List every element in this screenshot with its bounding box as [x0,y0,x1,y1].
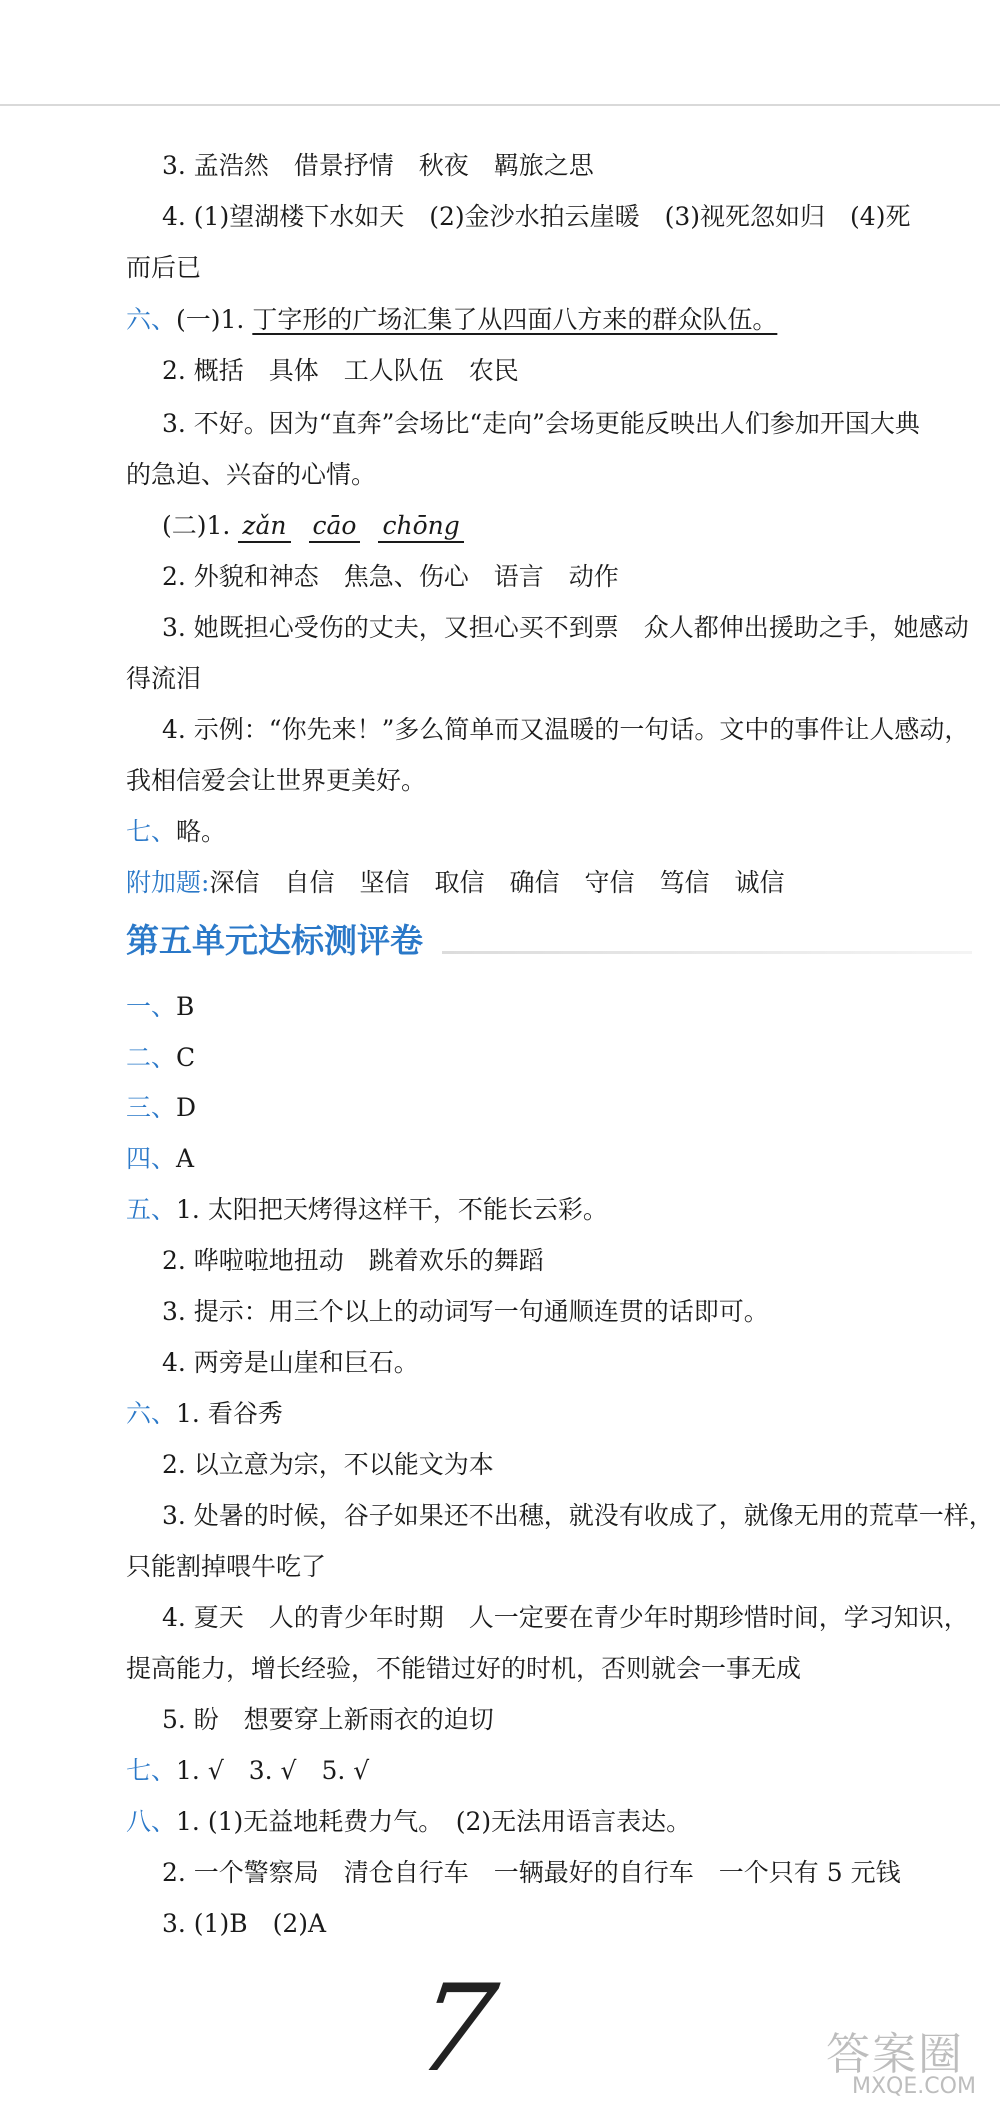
question-marker: 四、 [126,1144,177,1173]
page-number: 7 [408,1960,505,2099]
pinyin-answer: zǎn [238,512,290,543]
question-3 [126,1094,196,1123]
answer-text: 1. (1)无益地耗费力气。 (2)无法用语言表达。 [176,1807,692,1836]
question-1 [126,993,194,1022]
unit-title: 第五单元达标测评卷 [126,921,423,960]
question-2 [126,1044,195,1073]
question-marker: 五、 [126,1195,177,1224]
question-marker: 七、 [126,817,177,846]
answer-line: 提高能力，增长经验，不能错过好的时机，否则就会一事无成 [126,1654,802,1683]
answer-text: 1. 太阳把天烤得这样干，不能长云彩。 [176,1195,608,1224]
answer-line: 3. 不好。因为“直奔”会场比“走向”会场更能反映出人们参加开国大典 [162,409,920,438]
answer-line: 2. 外貌和神态 焦急、伤心 语言 动作 [162,562,619,591]
answer-line: 得流泪 [126,664,202,693]
answer-line: 只能割掉喂牛吃了 [126,1552,327,1581]
answer-line: 4. (1)望湖楼下水如天 (2)金沙水拍云崖暖 (3)视死忽如归 (4)死 [162,202,911,231]
question-marker: 二、 [126,1043,177,1072]
answer-text: 1. √ 3. √ 5. √ [176,1756,370,1785]
bonus-question [126,869,784,898]
question-marker: 八、 [126,1807,177,1836]
answer-line: 5. 盼 想要穿上新雨衣的迫切 [162,1705,494,1734]
answer-line: 3. 提示：用三个以上的动词写一句通顺连贯的话即可。 [162,1297,769,1326]
title-divider [442,951,972,954]
answer-text: 1. 看谷秀 [176,1399,283,1428]
answer-text: 略。 [176,817,227,846]
answer-text: B [176,992,195,1021]
sub-label: (二)1. [162,511,239,540]
answer-line: 我相信爱会让世界更美好。 [126,766,427,795]
underlined-answer: 丁字形的广场汇集了从四面八方来的群众队伍。 [252,305,778,334]
answer-line: 3. (1)B (2)A [162,1909,327,1938]
question-marker: 六、 [126,1399,177,1428]
answer-line: 3. 处暑的时候，谷子如果还不出穗，就没有收成了，就像无用的荒草一样， [162,1501,994,1530]
watermark-text: 答案圈 [826,2029,964,2080]
question-8 [126,1808,691,1837]
watermark-url: MXQE.COM [852,2074,976,2099]
question-7 [126,818,226,847]
watermark-logo [826,2018,986,2104]
question-marker: 七、 [126,1756,177,1785]
sub-label: (一)1. [176,305,253,334]
answer-line: 3. 她既担心受伤的丈夫，又担心买不到票 众人都伸出援助之手，她感动 [162,613,969,642]
answer-line: 4. 两旁是山崖和巨石。 [162,1348,419,1377]
question-7 [126,1757,369,1786]
question-6-part1 [126,306,777,335]
question-marker: 三、 [126,1093,177,1122]
pinyin-answer: cāo [309,512,361,543]
answer-text: 深信 自信 坚信 取信 确信 守信 笃信 诚信 [209,868,785,897]
answer-line: 而后已 [126,253,202,282]
answer-line: 3. 孟浩然 借景抒情 秋夜 羁旅之思 [162,151,594,180]
question-6 [126,1400,283,1429]
answer-text: C [176,1043,196,1072]
answer-text: D [176,1093,197,1122]
answer-line: 2. 哗啦啦地扭动 跳着欢乐的舞蹈 [162,1246,544,1275]
question-marker: 一、 [126,992,177,1021]
question-6-part2 [162,512,482,543]
answer-line: 4. 示例：“你先来！”多么简单而又温暖的一句话。文中的事件让人感动， [162,715,970,744]
answer-line: 2. 概括 具体 工人队伍 农民 [162,356,519,385]
bonus-marker: 附加题: [126,868,210,897]
question-marker: 六、 [126,305,177,334]
question-4 [126,1145,194,1174]
answer-text: A [176,1144,195,1173]
answer-line: 的急迫、兴奋的心情。 [126,460,377,489]
top-divider [0,104,1000,106]
answer-line: 2. 以立意为宗，不以能文为本 [162,1450,494,1479]
pinyin-answer: chōng [378,512,463,543]
answer-line: 2. 一个警察局 清仓自行车 一辆最好的自行车 一个只有 5 元钱 [162,1858,901,1887]
question-5 [126,1196,608,1225]
answer-line: 4. 夏天 人的青少年时期 人一定要在青少年时期珍惜时间，学习知识， [162,1603,969,1632]
